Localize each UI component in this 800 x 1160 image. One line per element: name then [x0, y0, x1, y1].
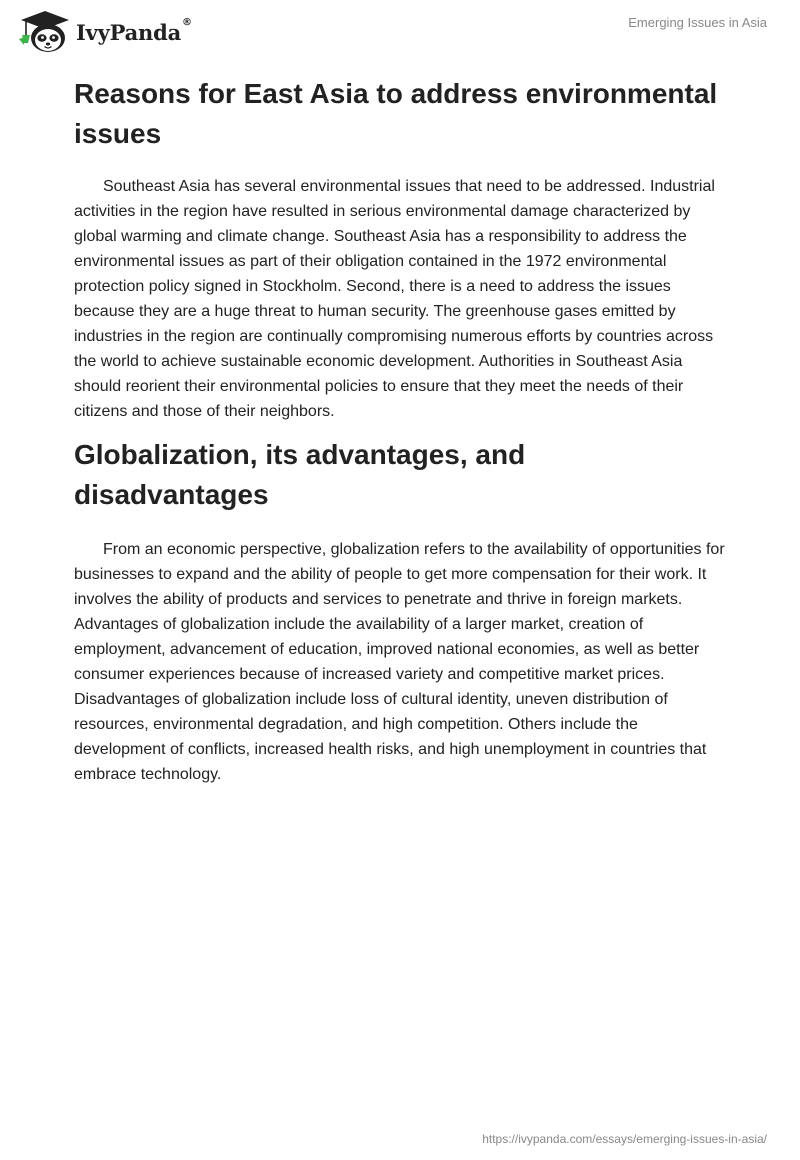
essay-content — [74, 74, 726, 787]
registered-mark: ® — [182, 16, 193, 28]
section-paragraph: Southeast Asia has several environmental issues that need to be addressed. Industrial activities in the region have resulted in serious environmental damage characterized by global warming and climate change. Southeast Asia has a responsibility to address the environmental issues as part of their obligation contained in the 1972 environmental protection policy signed in Stockholm. Second, there is a need to address the issues because they are a huge threat to human security. The greenhouse gases emitted by industries in the region are continually compromising numerous efforts by countries across the world to achieve sustainable economic development. Authorities in Southeast Asia should reorient their environmental policies to ensure that they meet the needs of their citizens and those of their neighbors. — [74, 178, 715, 420]
brand-name: IvyPanda — [76, 19, 182, 45]
section-heading: Reasons for East Asia to address environmental issues — [74, 78, 718, 149]
source-url[interactable]: https://ivypanda.com/essays/emerging-issues-in-asia/ — [482, 1132, 767, 1146]
section-paragraph: From an economic perspective, globalization refers to the availability of opportunities for businesses to expand and the ability of people to get more compensation for their work. It involves the ability of products and services to penetrate and thrive in foreign markets. Advantages of globalization include the availability of a larger market, creation of employment, advancement of education, improved national economies, as well as better consumer experiences because of increased variety and competitive market prices. Disadvantages of globalization include loss of cultural identity, uneven distribution of resources, environmental degradation, and high competition. Others include the development of conflicts, increased health risks, and high unemployment in countries that embrace technology. — [74, 541, 725, 783]
section-heading: Globalization, its advantages, and disadvantages — [74, 439, 526, 510]
brand-logo[interactable] — [16, 8, 192, 54]
page-header — [0, 0, 800, 60]
document-title: Emerging Issues in Asia — [628, 15, 767, 30]
panda-logo-icon — [16, 8, 74, 54]
